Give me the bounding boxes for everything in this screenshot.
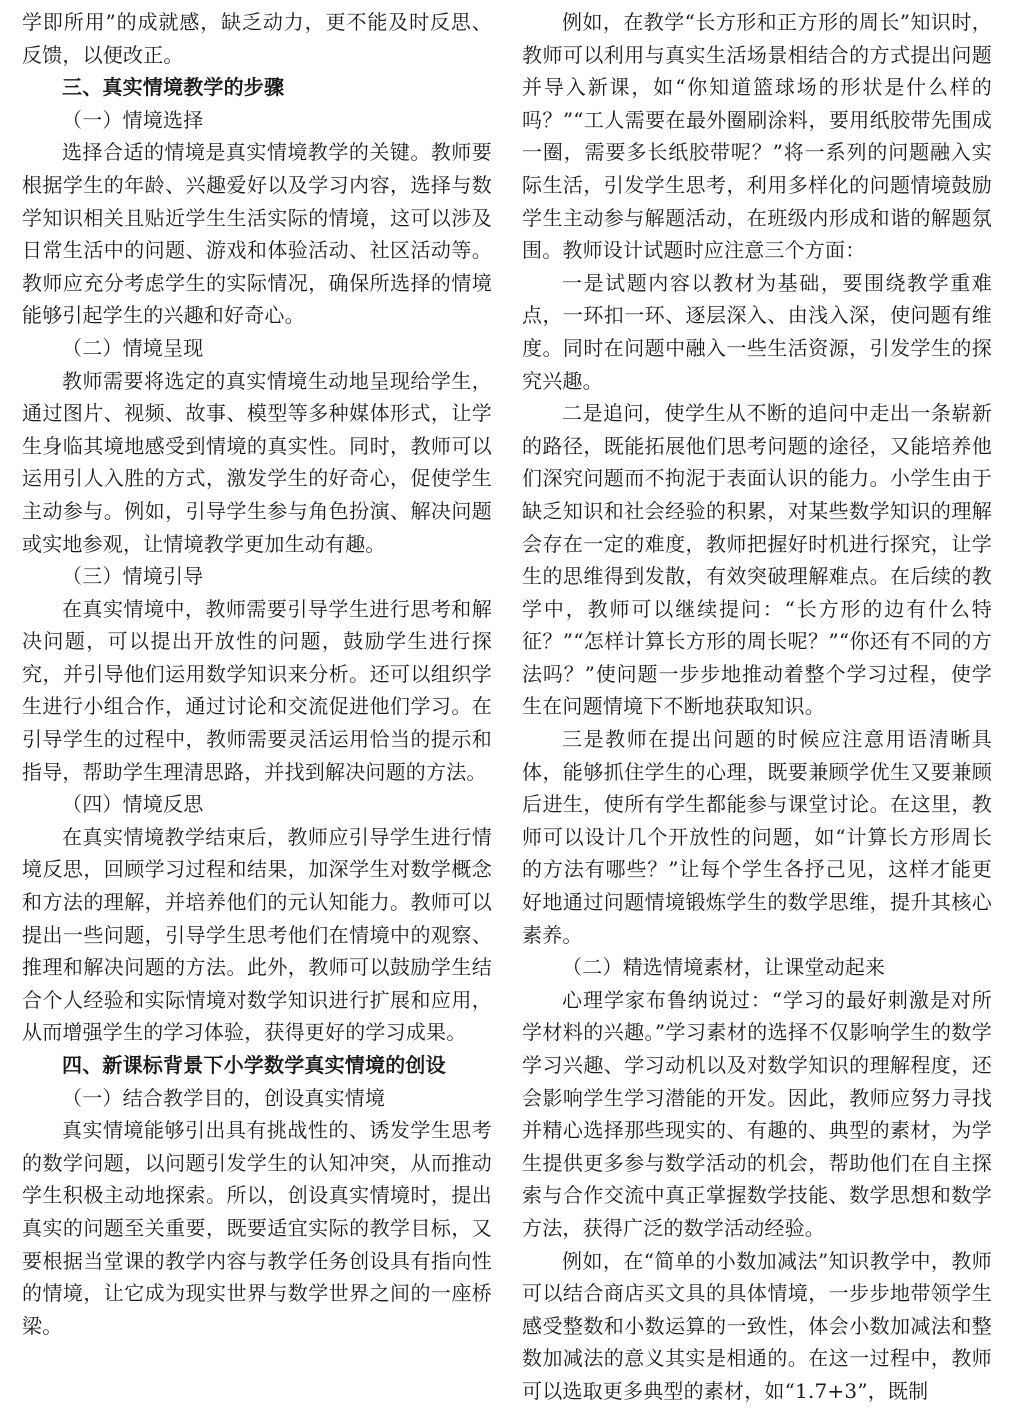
subheading-situation-guidance: （三）情境引导 <box>62 564 204 589</box>
paragraph-continuation: 学即所用”的成就感，缺乏动力，更不能及时反思、反馈，以便改正。 <box>22 10 492 67</box>
subheading-situation-reflection: （四）情境反思 <box>62 792 204 817</box>
subheading-situation-presentation: （二）情境呈现 <box>62 335 204 360</box>
section-heading-creation: 四、新课标背景下小学数学真实情境的创设 <box>62 1053 446 1077</box>
paragraph-decimal-example: 例如，在“简单的小数加减法”知识教学中，教师可以结合商店买文具的具体情境，一步步地带领学生感受整数和小数运算的一致性，体会小数加减法和整数加减法的意义其实是相通的。在这一过程中，教师可以选取更多典型的素材，如“1.7+3”，既制 <box>522 1248 992 1403</box>
paragraph-point-two: 二是追问，使学生从不断的追问中走出一条崭新的路径，既能拓展他们思考问题的途径，又能培养他们深究问题而不拘泥于表面认识的能力。小学生由于缺乏知识和社会经验的积累，对某些数学知识的理解会存在一定的难度，教师把握好时机进行探究，让学生的思维得到发散，有效突破理解难点。在后续的教学中，教师可以继续提问：“长方形的边有什么特征？”“怎样计算长方形的周长呢？”“你还有不同的方法吗？”使问题一步步地推动着整个学习过程，使学生在问题情境下不断地获取知识。 <box>522 401 992 719</box>
paragraph-bruner-quote: 心理学家布鲁纳说过：“学习的最好刺激是对所学材料的兴趣。”学习素材的选择不仅影响学生的数学学习兴趣、学习动机以及对数学知识的理解程度，还会影响学生学习潜能的开发。因此，教师应努力寻找并精心选择那些现实的、有趣的、典型的素材，为学生提供更多参与数学活动的机会，帮助他们在自主探索与合作交流中真正掌握数学技能、数学思想和数学方法，获得广泛的数学活动经验。 <box>522 987 992 1240</box>
paragraph-situation-selection: 选择合适的情境是真实情境教学的关键。教师要根据学生的年龄、兴趣爱好以及学习内容，选择与数学知识相关且贴近学生生活实际的情境，这可以涉及日常生活中的问题、游戏和体验活动、社区活动等。教师应充分考虑学生的实际情况，确保所选择的情境能够引起学生的兴趣和好奇心。 <box>22 140 492 328</box>
paragraph-point-one: 一是试题内容以教材为基础，要围绕教学重难点，一环扣一环、逐层深入、由浅入深，使问题有维度。同时在问题中融入一些生活资源，引发学生的探究兴趣。 <box>522 270 992 393</box>
left-column <box>22 6 492 1342</box>
subheading-teaching-purpose: （一）结合教学目的，创设真实情境 <box>62 1085 386 1110</box>
subheading-select-materials: （二）精选情境素材，让课堂动起来 <box>562 955 886 980</box>
right-column <box>522 6 992 1408</box>
paragraph-rectangle-example: 例如，在教学“长方形和正方形的周长”知识时，教师可以利用与真实生活场景相结合的方式提出问题并导入新课，如“你知道篮球场的形状是什么样的吗？”“工人需要在最外圈刷涂料，要用纸胶带先围成一圈，需要多长纸胶带呢？”将一系列的问题融入实际生活，引发学生思考，利用多样化的问题情境鼓励学生主动参与解题活动，在班级内形成和谐的解题氛围。教师设计试题时应注意三个方面： <box>522 10 992 263</box>
paragraph-situation-guidance: 在真实情境中，教师需要引导学生进行思考和解决问题，可以提出开放性的问题，鼓励学生进行探究，并引导他们运用数学知识来分析。还可以组织学生进行小组合作，通过讨论和交流促进他们学习。在引导学生的过程中，教师需要灵活运用恰当的提示和指导，帮助学生理清思路，并找到解决问题的方法。 <box>22 596 492 784</box>
subheading-situation-selection: （一）情境选择 <box>62 107 204 132</box>
section-heading-steps: 三、真实情境教学的步骤 <box>62 75 285 100</box>
paragraph-situation-presentation: 教师需要将选定的真实情境生动地呈现给学生，通过图片、视频、故事、模型等多种媒体形式，让学生身临其境地感受到情境的真实性。同时，教师可以运用引人入胜的方式，激发学生的好奇心，促使学生主动参与。例如，引导学生参与角色扮演、解决问题或实地参观，让情境教学更加生动有趣。 <box>22 368 492 556</box>
paragraph-teaching-purpose: 真实情境能够引出具有挑战性的、诱发学生思考的数学问题，以问题引发学生的认知冲突，从而推动学生积极主动地探索。所以，创设真实情境时，提出真实的问题至关重要，既要适宜实际的教学目标，又要根据当堂课的教学内容与教学任务创设具有指向性的情境，让它成为现实世界与数学世界之间的一座桥梁。 <box>22 1118 492 1338</box>
paragraph-situation-reflection: 在真实情境教学结束后，教师应引导学生进行情境反思，回顾学习过程和结果，加深学生对数学概念和方法的理解，并培养他们的元认知能力。教师可以提出一些问题，引导学生思考他们在情境中的观察、推理和解决问题的方法。此外，教师可以鼓励学生结合个人经验和实际情境对数学知识进行扩展和应用，从而增强学生的学习体验，获得更好的学习成果。 <box>22 824 492 1045</box>
paragraph-point-three: 三是教师在提出问题的时候应注意用语清晰具体，能够抓住学生的心理，既要兼顾学优生又要兼顾后进生，使所有学生都能参与课堂讨论。在这里，教师可以设计几个开放性的问题，如“计算长方形周长的方法有哪些？”让每个学生各抒己见，这样才能更好地通过问题情境锻炼学生的数学思维，提升其核心素养。 <box>522 727 992 947</box>
